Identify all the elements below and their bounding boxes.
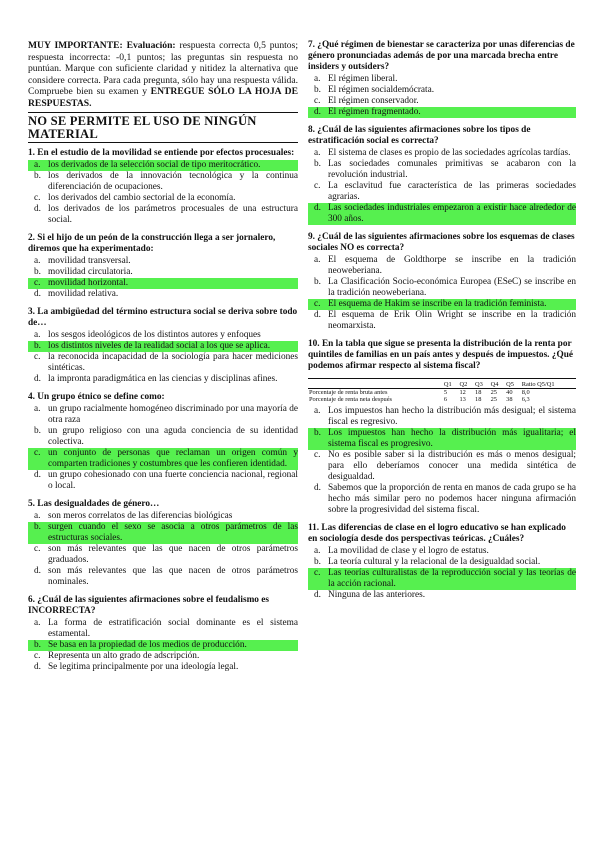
- option-text: La Clasificación Socio-económica Europea (ESeC) se inscribe en la tradición neoweberiana.: [328, 277, 576, 298]
- table-header-cell: Q4: [490, 379, 506, 389]
- option-text: Los impuestos han hecho la distribución más igualitaria; el sistema fiscal es progresivo.: [328, 427, 576, 449]
- question: [28, 392, 298, 492]
- option-letter: d.: [34, 373, 41, 384]
- question-title: 5. Las desigualdades de género…: [28, 498, 160, 509]
- option-letter: b.: [314, 85, 321, 95]
- table-row: [308, 396, 576, 403]
- question-title: 8. ¿Cuál de las siguientes afirmaciones sobre los tipos de estratificación social es correcta?: [308, 125, 531, 146]
- question: [308, 40, 576, 118]
- option-text: movilidad transversal.: [48, 255, 131, 266]
- option-text: Las sociedades industriales empezaron a existir hace alrededor de 300 años.: [328, 203, 576, 224]
- option-letter: c.: [34, 543, 41, 554]
- option-letter: a.: [34, 617, 41, 628]
- option-text: El esquema de Hakim se inscribe en la tradición feminista.: [328, 299, 576, 310]
- question: [308, 523, 576, 601]
- option-text: El esquema de Erik Olin Wright se inscribe en la tradición neomarxista.: [328, 310, 576, 331]
- option-text: un grupo religioso con una aguda conciencia de su identidad colectiva.: [48, 425, 298, 447]
- option-text: son meros correlatos de las diferencias biológicas: [48, 510, 233, 521]
- option-letter: c.: [34, 351, 41, 362]
- option-letter: d.: [314, 310, 321, 320]
- option-letter: b.: [34, 266, 41, 277]
- question-title: 10. En la tabla que sigue se presenta la distribución de la renta por quintiles de familias en un país antes y después de impuestos. ¿Qué podemos afirmar respecto al sistema fiscal?: [308, 339, 574, 371]
- table-cell: 6: [443, 396, 448, 404]
- instructions-text: respuesta correcta 0,5 puntos; respuesta incorrecta: -0,1 puntos; las preguntas sin respuesta no puntúan. Marque con suficiente claridad y nitidez la alternativa que considere correcta. Para cada pregunta, sólo hay una respuesta válida. Compruebe bien su examen y: [28, 40, 299, 98]
- question: [28, 148, 298, 226]
- right-column: [308, 40, 576, 608]
- option-letter: c.: [308, 568, 328, 590]
- answer-option: [28, 618, 298, 640]
- question-title: 6. ¿Cuál de las siguientes afirmaciones sobre el feudalismo es INCORRECTA?: [28, 594, 270, 616]
- question-title: 7. ¿Qué régimen de bienestar se caracteriza por unas diferencias de género pronunciadas además de por una marcada brecha entre insiders y outsiders?: [308, 40, 575, 72]
- option-letter: d.: [34, 203, 41, 214]
- answer-option: [308, 483, 576, 516]
- left-column: [28, 40, 298, 680]
- option-letter: b.: [308, 428, 328, 450]
- option-letter: a.: [314, 74, 321, 84]
- option-text: surgen cuando el sexo se asocia a otros parámetros de las estructuras sociales.: [48, 521, 298, 543]
- answer-option: [28, 171, 298, 193]
- option-letter: c.: [314, 96, 321, 106]
- option-text: Los impuestos han hecho la distribución más desigual; el sistema fiscal es regresivo.: [328, 405, 576, 427]
- table-cell: 12: [459, 389, 466, 396]
- answer-option: [308, 159, 576, 181]
- answer-option: [28, 374, 298, 385]
- table-cell: 8,0: [521, 389, 530, 396]
- table-cell: 6,3: [521, 396, 530, 404]
- question-title: 3. La ambigüedad del término estructura social se deriva sobre todo de…: [28, 306, 298, 328]
- option-letter: a.: [34, 403, 41, 414]
- table-cell: 25: [490, 389, 497, 396]
- answer-option-highlighted: [28, 341, 298, 352]
- option-text: son más relevantes que las que nacen de otros parámetros nominales.: [48, 565, 298, 587]
- divider: [28, 112, 298, 113]
- option-letter: c.: [314, 181, 321, 191]
- answer-option-highlighted: [308, 568, 576, 590]
- table-header-cell: Ratio Q5/Q1: [521, 379, 576, 389]
- answer-option: [28, 511, 298, 522]
- option-letter: c.: [314, 449, 321, 460]
- option-letter: d.: [34, 469, 41, 480]
- option-letter: b.: [34, 425, 41, 436]
- option-text: Las teorías culturalistas de la reproducción social y las teorías de la acción racional.: [328, 567, 576, 589]
- table-cell: 5: [443, 389, 448, 396]
- answer-option-highlighted: [308, 299, 576, 310]
- answer-option: [28, 204, 298, 226]
- option-text: Ninguna de las anteriores.: [328, 589, 426, 600]
- answer-option: [308, 85, 576, 96]
- option-text: los derivados de los parámetros procesuales de una estructura social.: [48, 203, 298, 225]
- table-header-cell: Q2: [458, 379, 474, 389]
- table-cell: Porcentaje de renta bruta antes: [309, 389, 388, 396]
- answer-option: [308, 96, 576, 107]
- option-text: Representa un alto grado de adscripción.: [48, 650, 200, 661]
- answer-option: [28, 651, 298, 662]
- option-letter: d.: [34, 661, 41, 672]
- answer-option: [28, 267, 298, 278]
- table-header-cell: Q5: [505, 379, 521, 389]
- option-letter: d.: [308, 107, 328, 118]
- answer-option: [28, 470, 298, 492]
- answer-option: [308, 277, 576, 299]
- option-text: El esquema de Goldthorpe se inscribe en la tradición neoweberiana.: [328, 255, 576, 276]
- answer-option-highlighted: [308, 428, 576, 450]
- question: [308, 339, 576, 516]
- table-cell: 25: [490, 396, 497, 404]
- option-text: Las sociedades comunales primitivas se acabaron con la revolución industrial.: [328, 159, 576, 180]
- answer-option: [308, 74, 576, 85]
- income-table: [308, 378, 576, 404]
- option-letter: a.: [34, 510, 41, 521]
- answer-option: [28, 662, 298, 673]
- option-letter: b.: [28, 640, 48, 651]
- question: [308, 232, 576, 332]
- answer-option-highlighted: [28, 448, 298, 470]
- answer-option: [28, 426, 298, 448]
- answer-option: [28, 352, 298, 374]
- no-material-warning: NO SE PERMITE EL USO DE NINGÚN MATERIAL: [28, 115, 298, 143]
- option-text: son más relevantes que las que nacen de otros parámetros graduados.: [48, 543, 298, 565]
- option-text: Se basa en la propiedad de los medios de producción.: [48, 640, 298, 651]
- option-text: El régimen fragmentado.: [328, 107, 576, 118]
- question: [28, 499, 298, 588]
- option-text: El régimen socialdemócrata.: [328, 85, 435, 95]
- answer-option: [28, 544, 298, 566]
- question-title: 2. Si el hijo de un peón de la construcción llega a ser jornalero, diremos que ha experimentado:: [28, 232, 276, 254]
- question-title: 4. Un grupo étnico se define como:: [28, 391, 165, 402]
- answer-option: [308, 181, 576, 203]
- option-text: la reconocida incapacidad de la sociología para hacer mediciones sintéticas.: [48, 351, 298, 373]
- table-cell: 38: [506, 396, 513, 404]
- answer-option: [308, 546, 576, 557]
- option-letter: a.: [34, 255, 41, 266]
- answer-option: [308, 310, 576, 332]
- option-letter: b.: [314, 159, 321, 169]
- option-text: un grupo cohesionado con una fuerte conciencia nacional, regional o local.: [48, 469, 298, 491]
- option-text: movilidad relativa.: [48, 288, 119, 299]
- instructions-emphasis: ENTREGUE SÓLO LA HOJA DE RESPUESTAS.: [28, 86, 298, 109]
- option-text: La esclavitud fue característica de las primeras sociedades agrarias.: [328, 181, 576, 202]
- option-text: La forma de estratificación social dominante es el sistema estamental.: [48, 617, 298, 639]
- answer-option-highlighted: [28, 160, 298, 171]
- table-header-cell: [308, 379, 443, 389]
- question-title: 9. ¿Cuál de las siguientes afirmaciones sobre los esquemas de clases sociales NO es correcta?: [308, 232, 575, 253]
- option-letter: c.: [34, 192, 41, 203]
- option-letter: a.: [314, 405, 321, 416]
- option-letter: a.: [314, 545, 321, 556]
- option-text: El régimen conservador.: [328, 96, 419, 106]
- answer-option: [308, 450, 576, 483]
- option-text: El régimen liberal.: [328, 74, 398, 84]
- answer-option-highlighted: [308, 203, 576, 225]
- answer-option: [28, 256, 298, 267]
- answer-option-highlighted: [308, 107, 576, 118]
- table-cell: 40: [506, 389, 513, 396]
- option-letter: d.: [314, 589, 321, 600]
- option-text: la impronta paradigmática en las ciencias y disciplinas afines.: [48, 373, 278, 384]
- option-text: los sesgos ideológicos de los distintos autores y enfoques: [48, 329, 261, 340]
- table-cell: 18: [475, 389, 482, 396]
- question: [28, 595, 298, 673]
- instructions: [28, 40, 298, 110]
- table-header-cell: Q1: [443, 379, 459, 389]
- answer-option: [28, 193, 298, 204]
- table-header-cell: Q3: [474, 379, 490, 389]
- option-letter: a.: [28, 160, 48, 171]
- left-questions: [28, 148, 298, 673]
- option-letter: c.: [28, 448, 48, 470]
- question: [28, 307, 298, 385]
- option-letter: b.: [34, 170, 41, 181]
- option-text: movilidad circulatoria.: [48, 266, 133, 277]
- answer-option: [308, 255, 576, 277]
- table-cell: 18: [475, 396, 482, 404]
- option-letter: b.: [314, 556, 321, 567]
- answer-option-highlighted: [28, 640, 298, 651]
- option-letter: d.: [34, 288, 41, 299]
- option-text: los derivados de la innovación tecnológica y la continua diferenciación de ocupaciones.: [48, 170, 298, 192]
- option-text: movilidad horizontal.: [48, 278, 298, 289]
- option-letter: a.: [314, 148, 321, 158]
- option-text: los derivados del cambio sectorial de la economía.: [48, 192, 236, 203]
- option-letter: d.: [34, 565, 41, 576]
- answer-option: [28, 404, 298, 426]
- option-letter: c.: [34, 650, 41, 661]
- option-letter: a.: [34, 329, 41, 340]
- option-letter: b.: [314, 277, 321, 287]
- right-questions: [308, 40, 576, 601]
- answer-option: [28, 330, 298, 341]
- option-letter: a.: [314, 255, 321, 265]
- table-header-row: [308, 379, 576, 389]
- option-letter: d.: [308, 203, 328, 225]
- option-text: un conjunto de personas que reclaman un origen común y comparten tradiciones y costumbres que les confieren identidad.: [48, 447, 298, 469]
- answer-option: [308, 557, 576, 568]
- question: [308, 125, 576, 225]
- option-text: La teoría cultural y la relacional de la desigualdad social.: [328, 556, 541, 567]
- option-text: El sistema de clases es propio de las sociedades agrícolas tardías.: [328, 148, 571, 158]
- option-letter: b.: [28, 341, 48, 352]
- table-row: [308, 389, 576, 397]
- option-text: La movilidad de clase y el logro de estatus.: [328, 545, 489, 556]
- option-text: los derivados de la selección social de tipo meritocrático.: [48, 160, 298, 171]
- option-letter: c.: [308, 299, 328, 310]
- answer-option: [28, 566, 298, 588]
- answer-option: [308, 148, 576, 159]
- question-title: 1. En el estudio de la movilidad se entiende por efectos procesuales:: [28, 147, 295, 158]
- instructions-heading: MUY IMPORTANTE: Evaluación:: [28, 40, 176, 51]
- answer-option: [308, 406, 576, 428]
- question-title: 11. Las diferencias de clase en el logro educativo se han explicado en sociología desde dos perspectivas teóricas. ¿Cuáles?: [308, 522, 566, 544]
- option-letter: d.: [314, 482, 321, 493]
- option-text: No es posible saber si la distribución es más o menos desigual; para ello deberíamos conocer una medida sintética de desigualdad.: [328, 449, 576, 482]
- answer-option-highlighted: [28, 278, 298, 289]
- answer-option: [28, 289, 298, 300]
- option-text: un grupo racialmente homogéneo discriminado por una mayoría de otra raza: [48, 403, 298, 425]
- table-cell: 13: [459, 396, 466, 404]
- option-letter: c.: [28, 278, 48, 289]
- option-text: Se legitima principalmente por una ideología legal.: [48, 661, 239, 672]
- option-text: Sabemos que la proporción de renta en manos de cada grupo se ha hecho más similar pero no podemos hacer ninguna afirmación sobre la progresividad del sistema fiscal.: [328, 482, 576, 515]
- question: [28, 233, 298, 300]
- table-cell: Porcentaje de renta neta después: [309, 396, 393, 404]
- answer-option-highlighted: [28, 522, 298, 544]
- option-text: los distintos niveles de la realidad social a los que se aplica.: [48, 341, 298, 352]
- answer-option: [308, 590, 576, 601]
- option-letter: b.: [28, 522, 48, 544]
